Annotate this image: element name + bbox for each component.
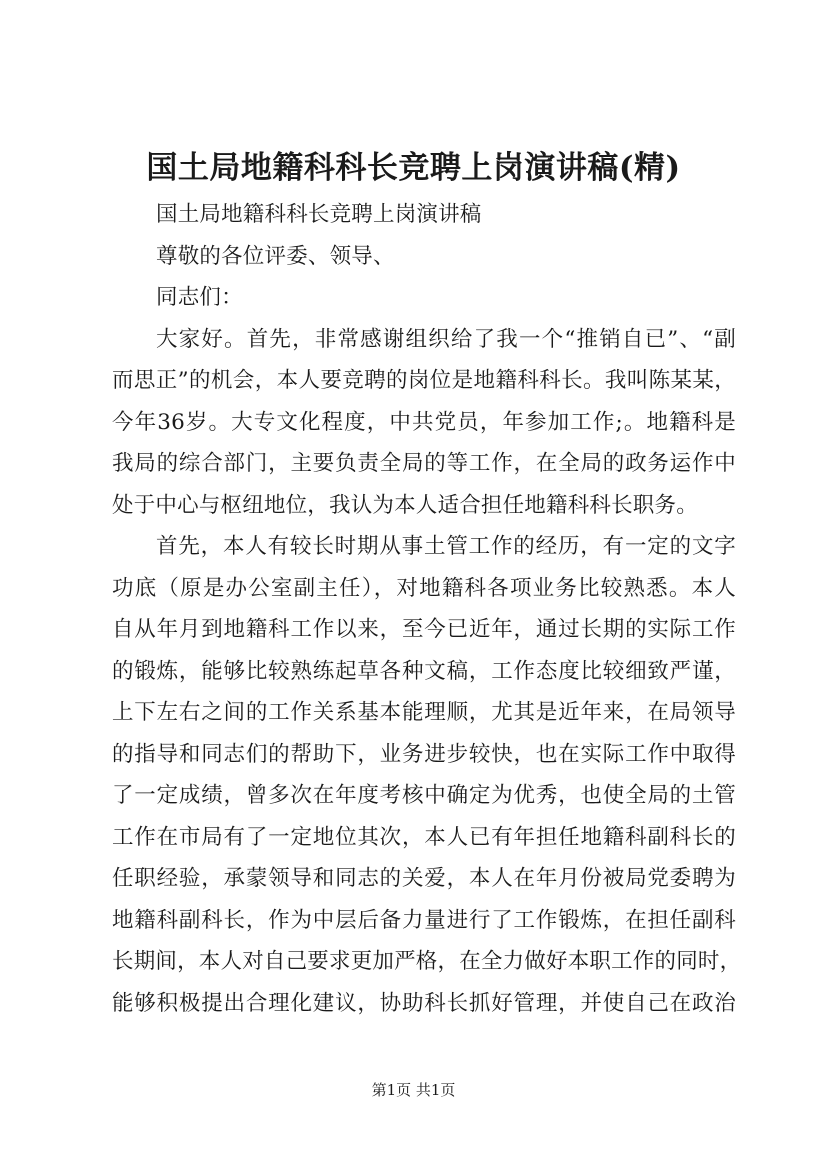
document-title: 国土局地籍科科长竞聘上岗演讲稿(精) (146, 150, 681, 186)
paragraph-line: 大家好。首先，非常感谢组织给了我一个“推销自已”、“副 (156, 326, 736, 352)
paragraph-line: 我局的综合部门，主要负责全局的等工作，在全局的政务运作中 (112, 451, 736, 476)
paragraph-line: 地籍科副科长，作为中层后备力量进行了工作锻炼，在担任副科 (112, 907, 736, 933)
paragraph-line: 的锻炼，能够比较熟练起草各种文稿，工作态度比较细致严谨， (112, 658, 736, 684)
paragraph-line: 任职经验，承蒙领导和同志的关爱，本人在年月份被局党委聘为 (112, 866, 736, 891)
paragraph-line: 了一定成绩，曾多次在年度考核中确定为优秀，也使全局的土管 (112, 783, 736, 808)
paragraph-line: 首先，本人有较长时期从事土管工作的经历，有一定的文字 (156, 534, 736, 559)
paragraph-line: 自从年月到地籍科工作以来，至今已近年，通过长期的实际工作 (112, 617, 736, 642)
paragraph-line: 上下左右之间的工作关系基本能理顺，尤其是近年来，在局领导 (112, 700, 736, 725)
salutation-line: 尊敬的各位评委、领导、 (156, 243, 395, 269)
paragraph-line: 处于中心与枢纽地位，我认为本人适合担任地籍科科长职务。 (112, 492, 698, 518)
paragraph-line: 今年36岁。大专文化程度，中共党员，年参加工作;。地籍科是 (112, 409, 736, 435)
salutation-line: 同志们： (156, 285, 243, 310)
paragraph-line: 工作在市局有了一定地位其次，本人已有年担任地籍科副科长的 (112, 824, 736, 850)
paragraph-line: 长期间，本人对自己要求更加严格，在全力做好本职工作的同时， (112, 949, 742, 974)
paragraph-line: 能够积极提出合理化建议，协助科长抓好管理，并使自己在政治 (112, 990, 736, 1016)
paragraph-line: 而思正”的机会，本人要竞聘的岗位是地籍科科长。我叫陈某某， (112, 368, 736, 393)
document-body (112, 194, 742, 1024)
paragraph-line: 的指导和同志们的帮助下，业务进步较快，也在实际工作中取得 (112, 741, 736, 767)
page-number-footer: 第1页 共1页 (371, 1081, 456, 1099)
subtitle-line: 国土局地籍科科长竞聘上岗演讲稿 (156, 202, 482, 227)
paragraph-line: 功底（原是办公室副主任），对地籍科各项业务比较熟悉。本人 (112, 575, 736, 601)
